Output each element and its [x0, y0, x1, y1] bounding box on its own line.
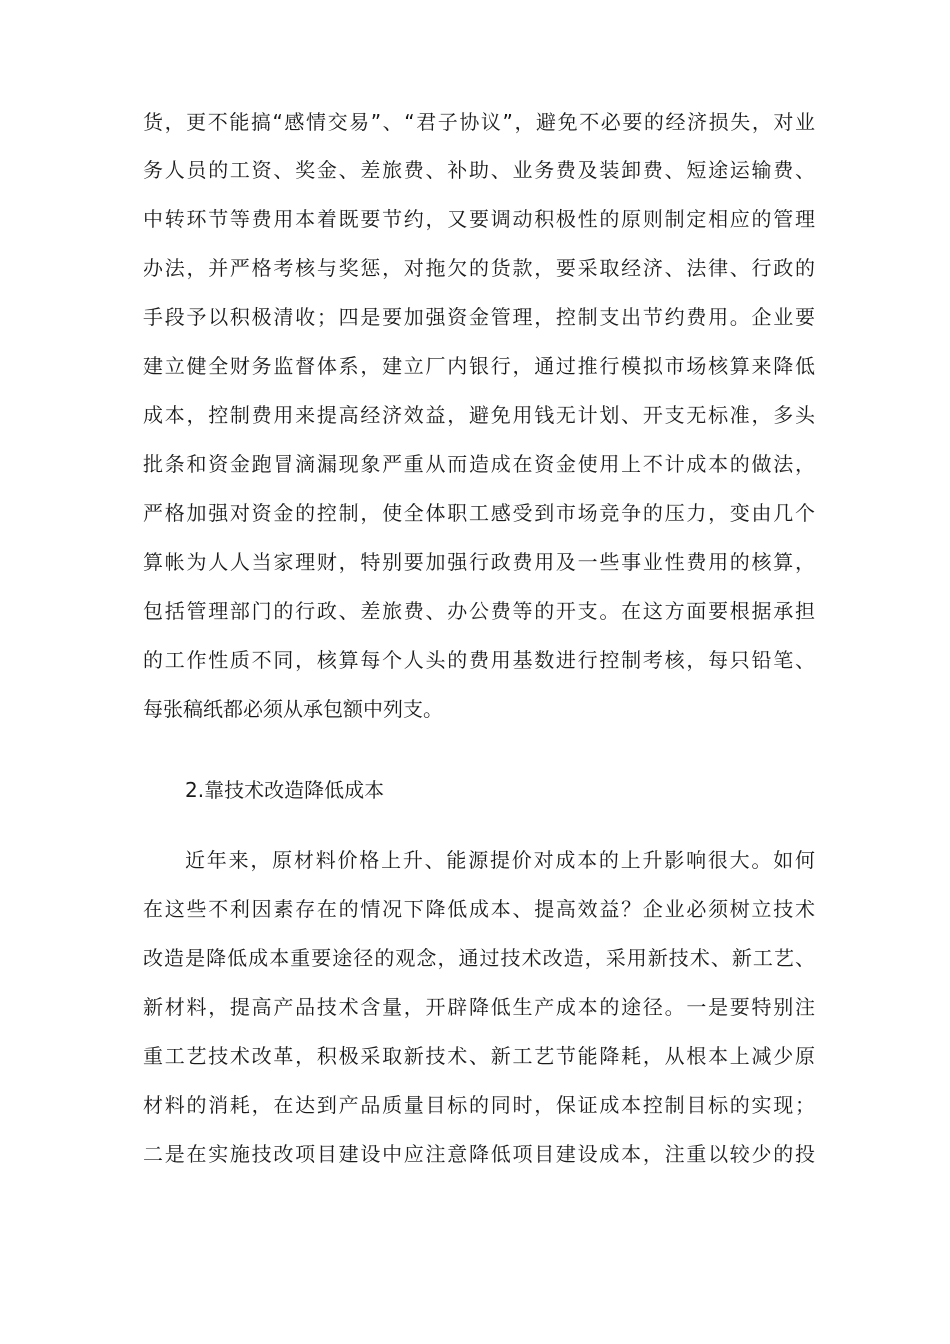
paragraph-1-line-13: 每张稿纸都必须从承包额中列支。 — [143, 697, 443, 721]
paragraph-1-line-6: 建立健全财务监督体系，建立厂内银行，通过推行模拟市场核算来降低 — [143, 354, 815, 378]
paragraph-1-line-1: 货，更不能搞“感情交易”、“君子协议”，避免不必要的经济损失，对业 — [143, 110, 815, 134]
paragraph-2-line-5: 重工艺技术改革，积极采取新技术、新工艺节能降耗，从根本上减少原 — [143, 1044, 815, 1068]
paragraph-1-line-3: 中转环节等费用本着既要节约，又要调动积极性的原则制定相应的管理 — [143, 207, 815, 231]
paragraph-2-line-6: 材料的消耗，在达到产品质量目标的同时，保证成本控制目标的实现； — [143, 1093, 815, 1117]
paragraph-1-line-4: 办法，并严格考核与奖惩，对拖欠的货款，要采取经济、法律、行政的 — [143, 256, 815, 280]
paragraph-1-line-5: 手段予以积极清收；四是要加强资金管理，控制支出节约费用。企业要 — [143, 305, 815, 329]
paragraph-1-line-12: 的工作性质不同，核算每个人头的费用基数进行控制考核，每只铅笔、 — [143, 648, 815, 672]
paragraph-1-line-2: 务人员的工资、奖金、差旅费、补助、业务费及装卸费、短途运输费、 — [143, 158, 815, 182]
paragraph-2-line-7: 二是在实施技改项目建设中应注意降低项目建设成本，注重以较少的投 — [143, 1142, 815, 1166]
paragraph-2-line-3: 改造是降低成本重要途径的观念，通过技术改造，采用新技术、新工艺、 — [143, 946, 815, 970]
section-heading: 2.靠技术改造降低成本 — [185, 778, 385, 802]
paragraph-1-line-7: 成本，控制费用来提高经济效益，避免用钱无计划、开支无标准，多头 — [143, 403, 815, 427]
paragraph-1-line-9: 严格加强对资金的控制，使全体职工感受到市场竞争的压力，变由几个 — [143, 501, 815, 525]
paragraph-2-line-2: 在这些不利因素存在的情况下降低成本、提高效益？企业必须树立技术 — [143, 897, 815, 921]
paragraph-1-line-11: 包括管理部门的行政、差旅费、办公费等的开支。在这方面要根据承担 — [143, 599, 815, 623]
paragraph-2-line-1: 近年来，原材料价格上升、能源提价对成本的上升影响很大。如何 — [185, 848, 815, 872]
paragraph-1-line-10: 算帐为人人当家理财，特别要加强行政费用及一些事业性费用的核算， — [143, 550, 815, 574]
paragraph-2-line-4: 新材料，提高产品技术含量，开辟降低生产成本的途径。一是要特别注 — [143, 995, 815, 1019]
paragraph-1-line-8: 批条和资金跑冒滴漏现象严重从而造成在资金使用上不计成本的做法， — [143, 452, 815, 476]
